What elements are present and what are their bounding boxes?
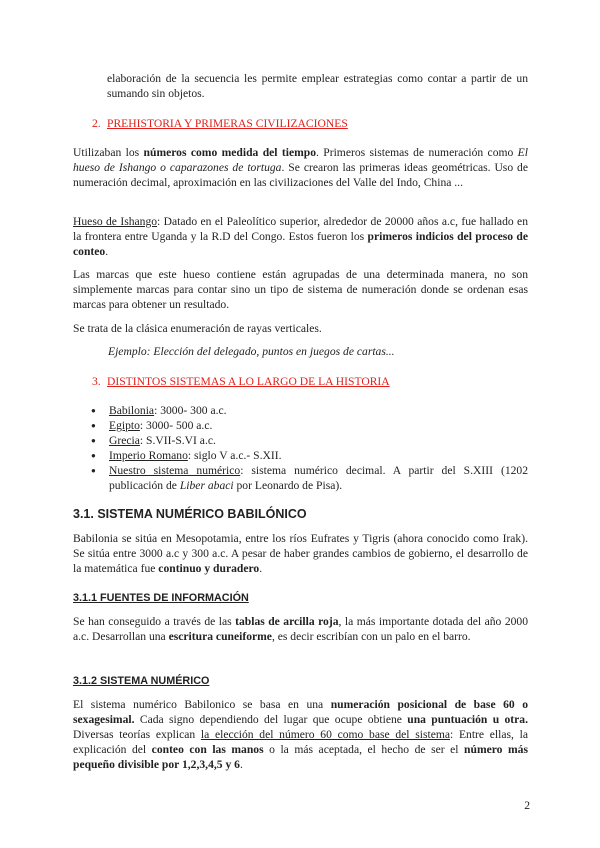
section-3-1-2-heading: 3.1.2 SISTEMA NUMÉRICO bbox=[73, 675, 210, 687]
list-item: ● Imperio Romano: siglo V a.c.- S.XII. bbox=[91, 448, 528, 463]
section-3-1-2-paragraph: El sistema numérico Babilonico se basa en una numeración posicional de base 60 o sexagesimal. Cada signo dependiendo del lugar que ocupe obtiene una puntuación u otra. Diversas teorías explican la elección del número 60 como base del sistema: Entre ellas, la explicación del conteo con las manos o la más aceptada, el hecho de ser el número más pequeño divisible por 1,2,3,4,5 y 6. bbox=[73, 698, 528, 771]
civilizations-list bbox=[91, 403, 528, 493]
section-3-title: DISTINTOS SISTEMAS A LO LARGO DE LA HISTORIA bbox=[107, 375, 390, 388]
list-item: ● Grecia: S.VII-S.VI a.c. bbox=[91, 433, 528, 448]
section-3-1-1-heading: 3.1.1 FUENTES DE INFORMACIÓN bbox=[73, 592, 249, 604]
section-2-title: PREHISTORIA Y PRIMERAS CIVILIZACIONES bbox=[107, 117, 348, 130]
section-3-1-1-paragraph: Se han conseguido a través de las tablas de arcilla roja, la más importante dotada del año 2000 a.c. Desarrollan una escritura cuneiforme, es decir escribían con un palo en el barro. bbox=[73, 615, 529, 643]
section-2-example: Ejemplo: Elección del delegado, puntos en juegos de cartas... bbox=[108, 345, 395, 358]
section-2-paragraph-3: Las marcas que este hueso contiene están agrupadas de una determinada manera, no son simplemente marcas para contar sino un tipo de sistema de numeración donde se ordenan esas marcas para obtener un resultado. bbox=[73, 268, 528, 311]
section-2-paragraph-2: Hueso de Ishango: Datado en el Paleolítico superior, alrededor de 20000 años a.c, fue hallado en la frontera entre Uganda y la R.D del Congo. Estos fueron los primeros indicios del proceso de conteo. bbox=[73, 215, 528, 258]
intro-paragraph: elaboración de la secuencia les permite emplear estrategias como contar a partir de un sumando sin objetos. bbox=[107, 72, 528, 100]
section-3-1-heading: 3.1. SISTEMA NUMÉRICO BABILÓNICO bbox=[73, 507, 307, 521]
section-2-paragraph-1: Utilizaban los números como medida del tiempo. Primeros sistemas de numeración como El hueso de Ishango o caparazones de tortuga. Se crearon las primeras ideas geométricas. Uso de numeración decimal, aproximación en las civilizaciones del Valle del Indo, China ... bbox=[73, 146, 528, 189]
section-2-number: 2. bbox=[92, 117, 101, 130]
list-item: ● Nuestro sistema numérico: sistema numérico decimal. A partir del S.XIII (1202 publicación de Liber abaci por Leonardo de Pisa). bbox=[91, 463, 528, 493]
section-3-1-paragraph: Babilonia se sitúa en Mesopotamia, entre los ríos Eufrates y Tigris (ahora conocido como Irak). Se sitúa entre 3000 a.c y 300 a.c. A pesar de haber grandes cambios de gobierno, el desarrollo de la matemática fue continuo y duradero. bbox=[73, 532, 528, 575]
list-item: ● Babilonia: 3000- 300 a.c. bbox=[91, 403, 528, 418]
page-number: 2 bbox=[524, 799, 530, 812]
list-item: ● Egipto: 3000- 500 a.c. bbox=[91, 418, 528, 433]
section-2-paragraph-4: Se trata de la clásica enumeración de rayas verticales. bbox=[73, 322, 322, 335]
section-3-number: 3. bbox=[92, 375, 101, 388]
